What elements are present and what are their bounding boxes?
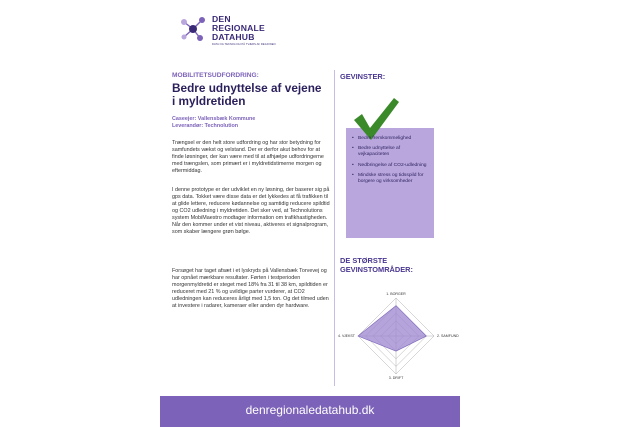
list-item: • Nedbringelse af CO2-udledning bbox=[352, 163, 432, 169]
kicker: MOBILITETSUDFORDRING: bbox=[172, 72, 259, 79]
paragraph-3: Forsøget har taget afsæt i et lyskryds på Vallensbæk Torvevej og har opnået mærkbare resultater. Førten i testperioden morgenmyldretid er steget med 18% fra 31 til 38 km, spildtiden er reduceret med 21 % og uvildige parter vurderer, at CO2 udledningen kan reduceres årligt med 1,5 ton. Og det tilmed uden at investere i radarer, kameraer eller anden dyr hardware. bbox=[172, 268, 329, 309]
document-page bbox=[160, 0, 460, 427]
case-info bbox=[172, 116, 255, 130]
headline: Bedre udnyttelse af vejene i myldretiden bbox=[172, 81, 322, 108]
supplier: Leverandør: Technolution bbox=[172, 123, 239, 129]
axis-label-vaekst: 4. VÆKST bbox=[338, 334, 355, 339]
gevinster-heading: GEVINSTER: bbox=[340, 72, 386, 81]
column-divider bbox=[334, 70, 335, 386]
case-owner: Caseejer: Vallensbæk Kommune bbox=[172, 116, 256, 122]
list-item: • Mindske stress og tidsspild for borgere og virksomheder bbox=[352, 173, 432, 185]
network-logo-icon bbox=[178, 14, 208, 44]
paragraph-2: I denne prototype er der udviklet en ny løsning, der baserer sig på gps data. Tokket være disse data er det lykkedes at få trafikken til at glide lettere, reducere kødannelse og samtidig reducere spildtid og CO2 udledning i myldretiden. Det sker ved, at Technolutions system MobiMaestro modtager information om trafikhastigheden. Når den kommer under et vist niveau, aktiveres et signalprogram, som skaber længere grøn bølge. bbox=[172, 187, 330, 235]
logo bbox=[178, 12, 288, 46]
paragraph-1: Trængsel er den helt store udfordring og har stor betydning for samfundets vækst og velstand. Der er derfor akut behov for at finde løsninger, der kan være med til at afhjælpe udfordringerne med trængslen, som primært er i myldretidstimerne morgen og eftermiddag. bbox=[172, 140, 324, 174]
footer-bar bbox=[160, 396, 460, 427]
axis-label-samfund: 2. SAMFUND bbox=[437, 334, 459, 339]
logo-tagline: DATA OG TEKNOLOGI PÅ TVÆRS AF REGIONEN bbox=[212, 43, 276, 46]
logo-title: DEN REGIONALE DATAHUB bbox=[212, 14, 265, 42]
gevinstomraader-heading: DE STØRSTE GEVINSTOMRÅDER: bbox=[340, 256, 413, 274]
list-item: • Bedre udnyttelse af vejkapaciteten bbox=[352, 146, 432, 158]
gevinster-list bbox=[352, 136, 432, 189]
axis-label-drift: 3. DRIFT bbox=[388, 376, 404, 380]
radar-area bbox=[358, 306, 426, 352]
footer-url[interactable]: denregionaledatahub.dk bbox=[245, 403, 375, 417]
radar-chart bbox=[338, 282, 459, 390]
list-item: • Bedre fremkommelighed bbox=[352, 136, 432, 142]
axis-label-borger: 1. BORGER bbox=[386, 292, 406, 296]
